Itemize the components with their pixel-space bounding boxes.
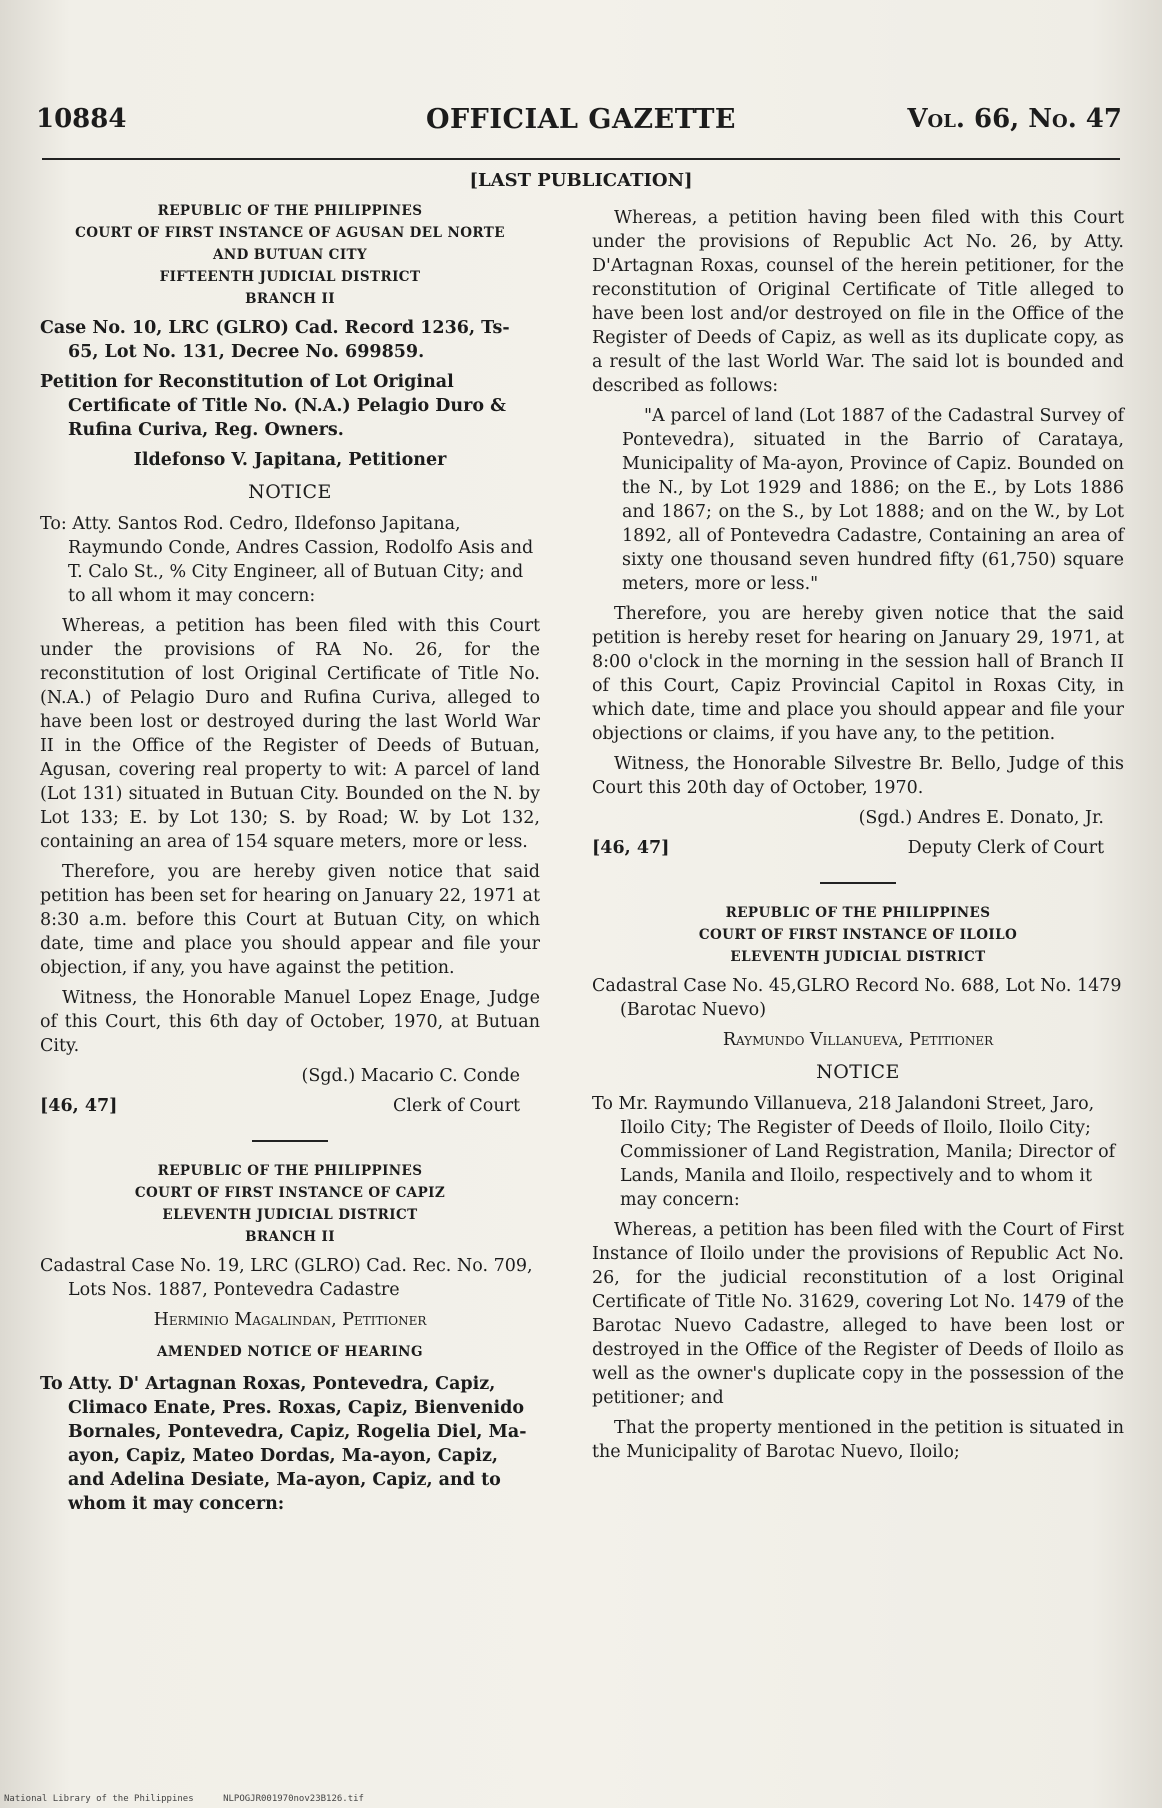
- notice1-signer: (Sgd.) Macario C. Conde: [301, 1066, 520, 1086]
- notice2-ref: [46, 47]: [592, 838, 670, 858]
- notice2-case: Cadastral Case No. 19, LRC (GLRO) Cad. Rec. No. 709, Lots Nos. 1887, Pontevedra Cadastre: [40, 1256, 533, 1300]
- notice2-court: COURT OF FIRST INSTANCE OF CAPIZ: [134, 1185, 446, 1201]
- volume-number: Vol. 66, No. 47: [907, 104, 1122, 134]
- notice1-branch: BRANCH II: [245, 291, 335, 307]
- notice1-whereas: Whereas, a petition has been filed with this Court under the provisions of RA No. 26, for the reconstitution of lost Original Certificate of Title No. (N.A.) of Pelagio Duro and Rufina Curiva, alleged to have been lost or destroyed during the last World War II in the Office of the Register of Deeds of Butuan, Agusan, covering real property to wit: A parcel of land (Lot 131) situated in Butuan City. Bounded on the N. by Lot 133; E. by Lot 130; S. by Road; W. by Lot 132, containing an area of 154 square meters, more or less.: [40, 616, 540, 852]
- notice3-republic: REPUBLIC OF THE PHILIPPINES: [725, 905, 991, 921]
- right-column: [592, 200, 1124, 1470]
- notice3-addressees: To Mr. Raymundo Villanueva, 218 Jalandoni Street, Jaro, Iloilo City; The Register of Deeds of Iloilo, Iloilo City; Commissioner of Land Registration, Manila; Director of Lands, Manila and Iloilo, respectively and to whom it may concern:: [592, 1094, 1116, 1210]
- notice1-petition: Petition for Reconstitution of Lot Original Certificate of Title No. (N.A.) Pelagio Duro & Rufina Curiva, Reg. Owners.: [40, 372, 506, 440]
- notice1-ref: [46, 47]: [40, 1096, 118, 1116]
- notice1-therefore: Therefore, you are hereby given notice that said petition has been set for hearing on January 22, 1971 at 8:30 a.m. before this Court at Butuan City, on which date, time and place you should appear and file your objection, if any, you have against the petition.: [40, 862, 540, 978]
- notice2-witness: Witness, the Honorable Silvestre Br. Bello, Judge of this Court this 20th day of October, 1970.: [592, 754, 1124, 798]
- notice1-heading: NOTICE: [248, 481, 332, 503]
- notice1-court-line2: AND BUTUAN CITY: [212, 247, 368, 263]
- gazette-title: OFFICIAL GAZETTE: [425, 104, 737, 135]
- notice3-court: COURT OF FIRST INSTANCE OF ILOILO: [698, 927, 1018, 943]
- notice1-signature-row: [40, 1094, 540, 1118]
- notice2-signer: (Sgd.) Andres E. Donato, Jr.: [858, 808, 1104, 828]
- notice3-heading: NOTICE: [816, 1061, 900, 1083]
- separator-rule: [252, 1140, 328, 1142]
- notice2-whereas: Whereas, a petition having been filed with this Court under the provisions of Republic Act No. 26, by Atty. D'Artagnan Roxas, counsel of the herein petitioner, for the reconstitution of Original Certificate of Title alleged to have been lost and/or destroyed on file in the Office of the Register of Deeds of Capiz, as well as its duplicate copy, as a result of the last World War. The said lot is bounded and described as follows:: [592, 208, 1124, 396]
- notice1-petitioner: Ildefonso V. Japitana, Petitioner: [133, 450, 447, 470]
- last-publication-label: [LAST PUBLICATION]: [469, 170, 693, 191]
- notice1-court: COURT OF FIRST INSTANCE OF AGUSAN DEL NORTE: [75, 225, 505, 241]
- notice1-case: Case No. 10, LRC (GLRO) Cad. Record 1236, Ts-65, Lot No. 131, Decree No. 699859.: [40, 318, 510, 362]
- notice2-addressees: To Atty. D' Artagnan Roxas, Pontevedra, Capiz, Climaco Enate, Pres. Roxas, Capiz, Bienvenido Bornales, Pontevedra, Capiz, Rogelia Diel, Ma-ayon, Capiz, Mateo Dordas, Ma-ayon, Capiz, and Adelina Desiate, Ma-ayon, Capiz, and to whom it may concern:: [40, 1374, 527, 1514]
- notice1-addressees: To: Atty. Santos Rod. Cedro, Ildefonso Japitana, Raymundo Conde, Andres Cassion, Rodolfo Asis and T. Calo St., % City Engineer, all of Butuan City; and to all whom it may concern:: [40, 514, 534, 606]
- notice2-therefore: Therefore, you are hereby given notice that the said petition is hereby reset for hearing on January 29, 1971, at 8:00 o'clock in the morning in the session hall of Branch II of this Court, Capiz Provincial Capitol in Roxas City, in which date, time and place you should appear and file your objections or claims, if you have any, to the petition.: [592, 604, 1124, 744]
- notice2-signature-row: [592, 836, 1124, 860]
- notice3-that: That the property mentioned in the petition is situated in the Municipality of Barotac Nuevo, Iloilo;: [592, 1418, 1124, 1462]
- separator-rule: [820, 882, 896, 884]
- notice2-lot-description: "A parcel of land (Lot 1887 of the Cadastral Survey of Pontevedra), situated in the Barrio of Carataya, Municipality of Ma-ayon, Province of Capiz. Bounded on the N., by Lot 1929 and 1886; on the E., by Lots 1886 and 1867; on the S., by Lot 1888; and on the W., by Lot 1892, all of Pontevedra Cadastre, Containing an area of sixty one thousand seven hundred fifty (61,750) square meters, more or less.": [622, 406, 1124, 594]
- notice1-republic: REPUBLIC OF THE PHILIPPINES: [157, 203, 423, 219]
- footer-library: National Library of the Philippines: [4, 1794, 194, 1804]
- left-column: [40, 200, 540, 1522]
- footer-file: NLPOGJR001970nov23B126.tif: [223, 1794, 364, 1804]
- notice1-witness: Witness, the Honorable Manuel Lopez Enage, Judge of this Court, this 6th day of October, 1970, at Butuan City.: [40, 988, 540, 1056]
- notice3-whereas: Whereas, a petition has been filed with the Court of First Instance of Iloilo under the provisions of Republic Act No. 26, for the judicial reconstitution of a lost Original Certificate of Title No. 31629, covering Lot No. 1479 of the Barotac Nuevo Cadastre, alleged to have been lost or destroyed in the Office of the Register of Deeds of Iloilo as well as the owner's duplicate copy in the possession of the petitioner; and: [592, 1220, 1124, 1408]
- page-number: 10884: [36, 104, 127, 134]
- notice3-case: Cadastral Case No. 45,GLRO Record No. 688, Lot No. 1479 (Barotac Nuevo): [592, 976, 1122, 1020]
- notice2-petitioner: Herminio Magalindan, Petitioner: [153, 1310, 427, 1330]
- notice2-branch: BRANCH II: [245, 1229, 335, 1245]
- notice2-republic: REPUBLIC OF THE PHILIPPINES: [157, 1163, 423, 1179]
- notice1-signer-title: Clerk of Court: [392, 1096, 520, 1116]
- notice1-district: FIFTEENTH JUDICIAL DISTRICT: [159, 269, 421, 285]
- notice3-petitioner: Raymundo Villanueva, Petitioner: [722, 1030, 994, 1050]
- notice3-district: ELEVENTH JUDICIAL DISTRICT: [730, 949, 986, 965]
- notice2-district: ELEVENTH JUDICIAL DISTRICT: [162, 1207, 418, 1223]
- notice2-heading: AMENDED NOTICE OF HEARING: [156, 1344, 424, 1360]
- scan-footer: [4, 1794, 388, 1804]
- notice2-signer-title: Deputy Clerk of Court: [907, 838, 1104, 858]
- header-rule: [42, 158, 1120, 160]
